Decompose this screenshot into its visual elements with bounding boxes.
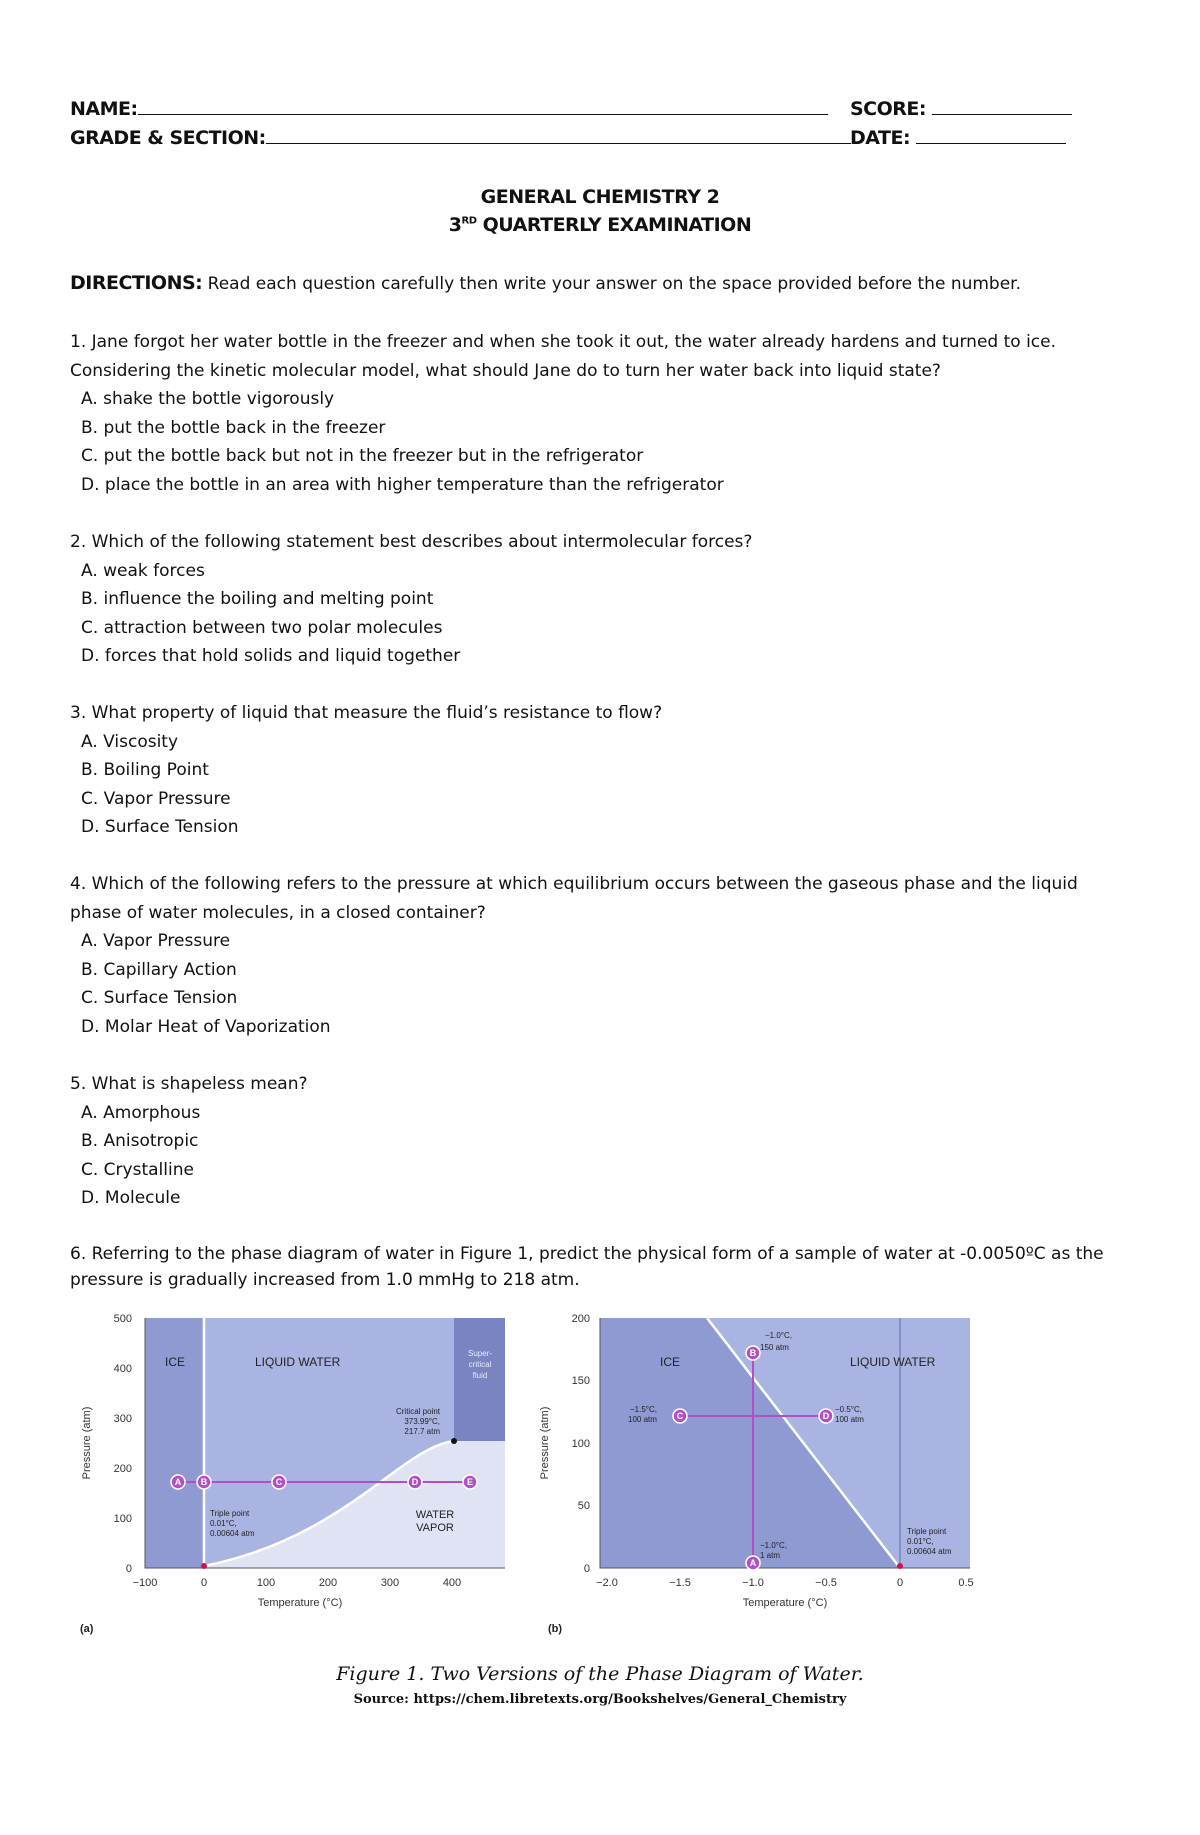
date-label: DATE:	[850, 127, 911, 149]
question-stem: 5. What is shapeless mean?	[70, 1074, 308, 1094]
marker-d	[819, 1409, 833, 1423]
annotation-bottom-1: −1.0°C,	[760, 1541, 787, 1550]
svg-text:C: C	[275, 1477, 283, 1487]
question-stem: 3. What property of liquid that measure the fluid’s resistance to flow?	[70, 703, 663, 723]
y-tick: 300	[113, 1413, 132, 1425]
label-supercritical-1: Super-	[467, 1349, 493, 1358]
label-liquid-water: LIQUID WATER	[255, 1355, 341, 1369]
panel-label-a: (a)	[80, 1623, 94, 1635]
triple-point-b-label-2: 0.01°C,	[907, 1537, 934, 1546]
triple-point-marker	[201, 1563, 207, 1569]
option-a: A. Amorphous	[81, 1102, 201, 1123]
option-d: D. place the bottle in an area with higher temperature than the refrigerator	[81, 474, 724, 495]
option-d: D. forces that hold solids and liquid together	[81, 646, 461, 666]
annotation-right-1: −0.5°C,	[835, 1405, 862, 1414]
exam-subject: GENERAL CHEMISTRY 2	[480, 186, 720, 208]
panel-label-b: (b)	[548, 1623, 563, 1635]
option-a: A. Vapor Pressure	[81, 931, 231, 951]
annotation-top-1: −1.0°C,	[765, 1331, 792, 1340]
grade-section-field	[70, 127, 851, 149]
annotation-top-2: 150 atm	[760, 1343, 789, 1352]
triple-point-label-2: 0.01°C,	[210, 1519, 237, 1528]
x-tick: 100	[256, 1577, 276, 1589]
question-2	[70, 528, 1130, 671]
label-liquid-water-b: LIQUID WATER	[850, 1355, 936, 1369]
question-3	[70, 699, 1130, 842]
option-a: A. shake the bottle vigorously	[81, 389, 335, 409]
y-tick: 400	[113, 1363, 132, 1375]
directions-text: Read each question carefully then write your answer on the space provided before the number.	[202, 274, 1022, 294]
title-rest: QUARTERLY EXAMINATION	[476, 214, 752, 236]
score-field	[850, 98, 1072, 120]
option-b: B. Anisotropic	[81, 1131, 199, 1151]
option-d: D. Surface Tension	[81, 817, 239, 837]
figure-caption: Figure 1. Two Versions of the Phase Diagram of Water.	[336, 1663, 864, 1685]
option-b: B. put the bottle back in the freezer	[81, 417, 386, 438]
x-tick: 0	[896, 1577, 904, 1589]
directions-label: DIRECTIONS:	[70, 272, 203, 294]
label-ice-b: ICE	[660, 1355, 681, 1369]
y-tick: 200	[113, 1463, 132, 1475]
y-tick: 50	[577, 1500, 590, 1512]
date-blank[interactable]	[916, 127, 1066, 144]
question-6	[70, 1241, 1130, 1293]
option-c: C. attraction between two polar molecules	[81, 617, 443, 638]
option-d: D. Molecule	[81, 1188, 181, 1208]
marker-e	[463, 1475, 477, 1489]
annotation-bottom-2: 1 atm	[760, 1551, 781, 1560]
svg-text:A: A	[174, 1477, 182, 1487]
x-tick: −0.5	[815, 1577, 837, 1589]
marker-a	[171, 1475, 185, 1489]
score-blank[interactable]	[932, 98, 1072, 115]
critical-point-label-3: 217.7 atm	[404, 1427, 440, 1436]
y-tick: 100	[571, 1438, 590, 1450]
option-b: B. Boiling Point	[81, 760, 209, 780]
phase-diagram-figure	[70, 1298, 1130, 1658]
x-tick: −1.5	[669, 1577, 691, 1589]
triple-point-b-label-3: 0.00604 atm	[907, 1547, 952, 1556]
x-tick: −1.0	[742, 1577, 764, 1589]
label-supercritical-2: critical	[468, 1360, 492, 1369]
svg-text:E: E	[466, 1477, 474, 1487]
svg-text:C: C	[676, 1411, 684, 1421]
option-c: C. put the bottle back but not in the freezer but in the refrigerator	[81, 446, 644, 466]
x-tick: −2.0	[596, 1577, 618, 1589]
annotation-right-2: 100 atm	[835, 1415, 864, 1424]
critical-point-label-1: Critical point	[395, 1407, 440, 1416]
triple-point-b-label-1: Triple point	[907, 1527, 947, 1536]
label-water-vapor-1: WATER	[415, 1509, 455, 1521]
annotation-left-1: −1.5°C,	[630, 1405, 657, 1414]
option-d: D. Molar Heat of Vaporization	[81, 1016, 331, 1037]
name-field	[70, 98, 828, 120]
y-tick: 0	[583, 1563, 590, 1575]
x-tick: 300	[380, 1577, 400, 1589]
triple-point-label-1: Triple point	[210, 1509, 250, 1518]
question-stem: 2. Which of the following statement best describes about intermolecular forces?	[70, 532, 753, 552]
score-label: SCORE:	[850, 98, 926, 120]
y-ticks-a	[114, 1313, 132, 1575]
x-tick: 400	[442, 1577, 462, 1589]
marker-b	[197, 1475, 211, 1489]
marker-d	[408, 1475, 422, 1489]
option-b: B. influence the boiling and melting point	[81, 589, 434, 609]
exam-title	[0, 214, 1200, 236]
phase-diagram-b	[539, 1313, 974, 1635]
title-ordinal: 3	[448, 214, 462, 236]
label-ice: ICE	[165, 1355, 186, 1369]
y-tick: 0	[125, 1563, 132, 1575]
triple-point-b-marker	[897, 1563, 903, 1569]
triple-point-label-3: 0.00604 atm	[210, 1529, 255, 1538]
x-axis-label-b: Temperature (°C)	[742, 1597, 828, 1609]
critical-point-label-2: 373.99°C,	[404, 1417, 440, 1426]
directions	[70, 272, 1021, 294]
label-supercritical-3: fluid	[472, 1371, 488, 1380]
title-ordinal-suffix: RD	[461, 215, 477, 227]
option-a: A. weak forces	[81, 560, 205, 581]
svg-text:B: B	[749, 1348, 757, 1358]
annotation-left-2: 100 atm	[628, 1415, 657, 1424]
svg-text:D: D	[822, 1411, 830, 1421]
y-tick: 100	[113, 1513, 132, 1525]
marker-a	[746, 1556, 760, 1570]
option-a: A. Viscosity	[81, 731, 179, 752]
phase-diagram-a	[80, 1313, 505, 1635]
option-c: C. Vapor Pressure	[81, 788, 231, 809]
phase-diagrams	[70, 1298, 1130, 1658]
y-tick: 200	[571, 1313, 590, 1325]
x-tick: 200	[318, 1577, 338, 1589]
x-tick: 0	[200, 1577, 208, 1589]
x-tick: −100	[132, 1577, 158, 1589]
question-4	[70, 870, 1130, 1041]
name-blank[interactable]	[138, 98, 828, 115]
question-5	[70, 1070, 1130, 1213]
label-water-vapor-2: VAPOR	[416, 1522, 454, 1534]
x-ticks-a	[133, 1577, 462, 1589]
y-tick: 500	[113, 1313, 132, 1325]
date-field	[850, 127, 1066, 149]
figure-source: Source: https://chem.libretexts.org/Bookshelves/General_Chemistry	[353, 1692, 847, 1707]
critical-point-marker	[451, 1438, 457, 1444]
marker-c	[673, 1409, 687, 1423]
question-stem: 6. Referring to the phase diagram of water in Figure 1, predict the physical form of a sample of water at -0.0050ºC as the pressure is gradually increased from 1.0 mmHg to 218 atm.	[70, 1244, 1104, 1290]
question-1	[70, 328, 1130, 499]
svg-text:D: D	[411, 1477, 419, 1487]
x-tick: 0.5	[958, 1577, 974, 1589]
question-stem: 1. Jane forgot her water bottle in the freezer and when she took it out, the water already hardens and turned to ice. Considering the kinetic molecular model, what should Jane do to turn her water back into liquid state?	[70, 332, 1056, 381]
svg-text:A: A	[749, 1558, 757, 1568]
marker-b	[746, 1346, 760, 1360]
option-b: B. Capillary Action	[81, 959, 237, 980]
y-ticks-b	[572, 1313, 590, 1575]
question-stem: 4. Which of the following refers to the pressure at which equilibrium occurs between the gaseous phase and the liquid phase of water molecules, in a closed container?	[70, 874, 1078, 923]
y-axis-label-a: Pressure (atm)	[81, 1406, 93, 1480]
x-ticks-b	[596, 1577, 974, 1589]
y-axis-label-b: Pressure (atm)	[539, 1406, 551, 1480]
grade-section-blank[interactable]	[266, 127, 851, 144]
option-c: C. Surface Tension	[81, 988, 238, 1008]
x-axis-label-a: Temperature (°C)	[257, 1597, 343, 1609]
name-label: NAME:	[70, 98, 138, 120]
grade-section-label: GRADE & SECTION:	[70, 127, 266, 149]
marker-c	[272, 1475, 286, 1489]
y-tick: 150	[571, 1375, 590, 1387]
option-c: C. Crystalline	[81, 1159, 194, 1180]
svg-text:B: B	[200, 1477, 208, 1487]
